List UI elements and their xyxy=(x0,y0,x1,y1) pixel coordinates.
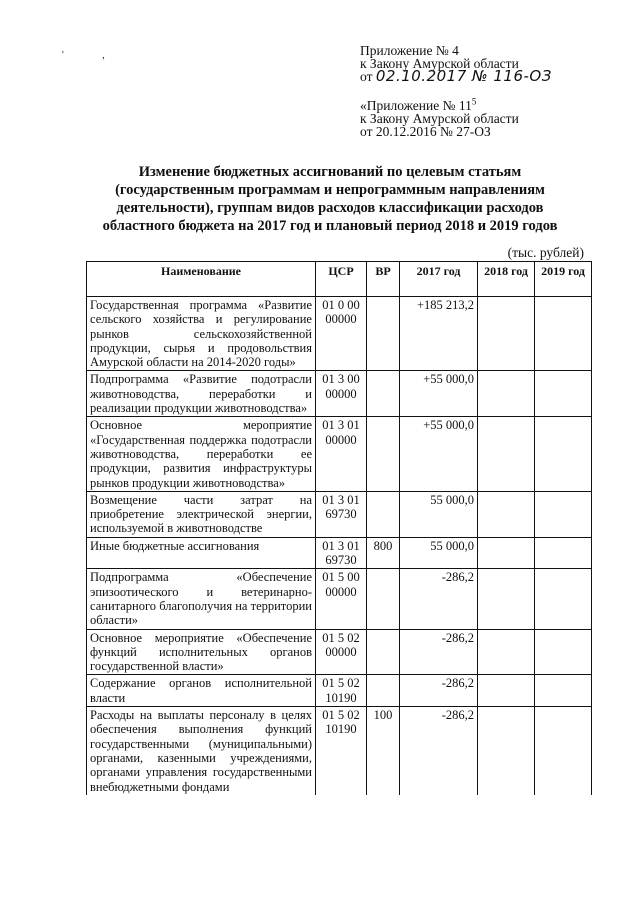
original-appendix-date: от 20.12.2016 № 27-ОЗ xyxy=(360,124,491,139)
row-2019 xyxy=(535,569,592,629)
row-2018 xyxy=(478,491,535,537)
row-2017: +55 000,0 xyxy=(400,417,478,491)
row-2019 xyxy=(535,371,592,417)
row-csr: 01 0 00 00000 xyxy=(316,297,367,371)
row-2017: +55 000,0 xyxy=(400,371,478,417)
row-csr: 01 3 01 69730 xyxy=(316,491,367,537)
row-vr xyxy=(367,569,400,629)
appendix-law: к Закону Амурской области xyxy=(360,56,519,71)
row-vr: 100 xyxy=(367,707,400,795)
appendix-superscript: 5 xyxy=(471,96,477,107)
row-2019 xyxy=(535,629,592,675)
row-vr xyxy=(367,675,400,707)
row-2019 xyxy=(535,537,592,569)
document-title: Изменение бюджетных ассигнований по целевым статьям (государственным программам и непрограммным направлениям деятельности), группам видов расходов классификации расходов областного бюджета на 2017 год и плановый период 2018 и 2019 годов xyxy=(102,164,558,234)
appendix-original xyxy=(360,96,519,139)
row-2017: -286,2 xyxy=(400,569,478,629)
row-2018 xyxy=(478,417,535,491)
row-name: Подпрограмма «Обеспечение эпизоотического и ветеринарно-санитарного благополучия на территории области» xyxy=(87,569,316,629)
row-2018 xyxy=(478,297,535,371)
row-2017: 55 000,0 xyxy=(400,537,478,569)
row-2019 xyxy=(535,417,592,491)
row-csr: 01 5 02 10190 xyxy=(316,675,367,707)
row-csr: 01 3 01 00000 xyxy=(316,417,367,491)
row-csr: 01 3 00 00000 xyxy=(316,371,367,417)
row-2019 xyxy=(535,491,592,537)
row-2018 xyxy=(478,629,535,675)
row-vr: 800 xyxy=(367,537,400,569)
row-name: Подпрограмма «Развитие подотрасли животноводства, переработки и реализации продукции животноводства» xyxy=(87,371,316,417)
row-2019 xyxy=(535,707,592,795)
header-2018: 2018 год xyxy=(478,262,535,297)
row-csr: 01 5 02 00000 xyxy=(316,629,367,675)
row-2019 xyxy=(535,675,592,707)
row-2018 xyxy=(478,675,535,707)
header-name: Наименование xyxy=(87,262,316,297)
header-vr: ВР xyxy=(367,262,400,297)
table-header-row xyxy=(87,262,592,297)
table-row xyxy=(87,371,592,417)
row-csr: 01 5 02 10190 xyxy=(316,707,367,795)
row-name: Содержание органов исполнительной власти xyxy=(87,675,316,707)
row-csr: 01 5 00 00000 xyxy=(316,569,367,629)
table-row xyxy=(87,629,592,675)
table-row xyxy=(87,491,592,537)
row-vr xyxy=(367,297,400,371)
table-row xyxy=(87,569,592,629)
row-vr xyxy=(367,371,400,417)
budget-table xyxy=(86,261,592,795)
table-row xyxy=(87,675,592,707)
row-2017: 55 000,0 xyxy=(400,491,478,537)
date-prefix: от xyxy=(360,69,373,84)
row-2018 xyxy=(478,569,535,629)
row-2017: +185 213,2 xyxy=(400,297,478,371)
row-name: Основное мероприятие «Государственная поддержка подотрасли животноводства, переработки ее продукции, развития инфраструктуры рынков продукции животноводства» xyxy=(87,417,316,491)
original-appendix-law: к Закону Амурской области xyxy=(360,111,519,126)
row-2017: -286,2 xyxy=(400,629,478,675)
row-2017: -286,2 xyxy=(400,707,478,795)
original-appendix-number: «Приложение № $11^5$ xyxy=(360,96,477,113)
table-row xyxy=(87,417,592,491)
scan-marks: ' , xyxy=(62,50,123,61)
header-csr: ЦСР xyxy=(316,262,367,297)
handwritten-date-number: 02.10.2017 № 116-ОЗ xyxy=(375,67,552,85)
row-name: Возмещение части затрат на приобретение электрической энергии, используемой в животноводстве xyxy=(87,491,316,537)
appendix-date xyxy=(360,67,552,85)
appendix-number: Приложение № 4 xyxy=(360,43,459,58)
table-row xyxy=(87,297,592,371)
row-name: Государственная программа «Развитие сельского хозяйства и регулирование рынков сельскохозяйственной продукции, сырья и продовольствия Амурской области на 2014-2020 годы» xyxy=(87,297,316,371)
row-name: Иные бюджетные ассигнования xyxy=(87,537,316,569)
header-2019: 2019 год xyxy=(535,262,592,297)
appendix-current xyxy=(360,44,552,83)
table-row xyxy=(87,707,592,795)
row-csr: 01 3 01 69730 xyxy=(316,537,367,569)
row-2017: -286,2 xyxy=(400,675,478,707)
row-name: Расходы на выплаты персоналу в целях обеспечения выполнения функций государственными (муниципальными) органами, казенными учреждениями, органами управления государственными внебюджетными фондами xyxy=(87,707,316,795)
row-2018 xyxy=(478,371,535,417)
header-2017: 2017 год xyxy=(400,262,478,297)
row-name: Основное мероприятие «Обеспечение функций исполнительных органов государственной власти» xyxy=(87,629,316,675)
units-note: (тыс. рублей) xyxy=(507,245,584,260)
row-vr xyxy=(367,629,400,675)
row-2018 xyxy=(478,707,535,795)
row-vr xyxy=(367,491,400,537)
row-2018 xyxy=(478,537,535,569)
table-row xyxy=(87,537,592,569)
row-2019 xyxy=(535,297,592,371)
row-vr xyxy=(367,417,400,491)
